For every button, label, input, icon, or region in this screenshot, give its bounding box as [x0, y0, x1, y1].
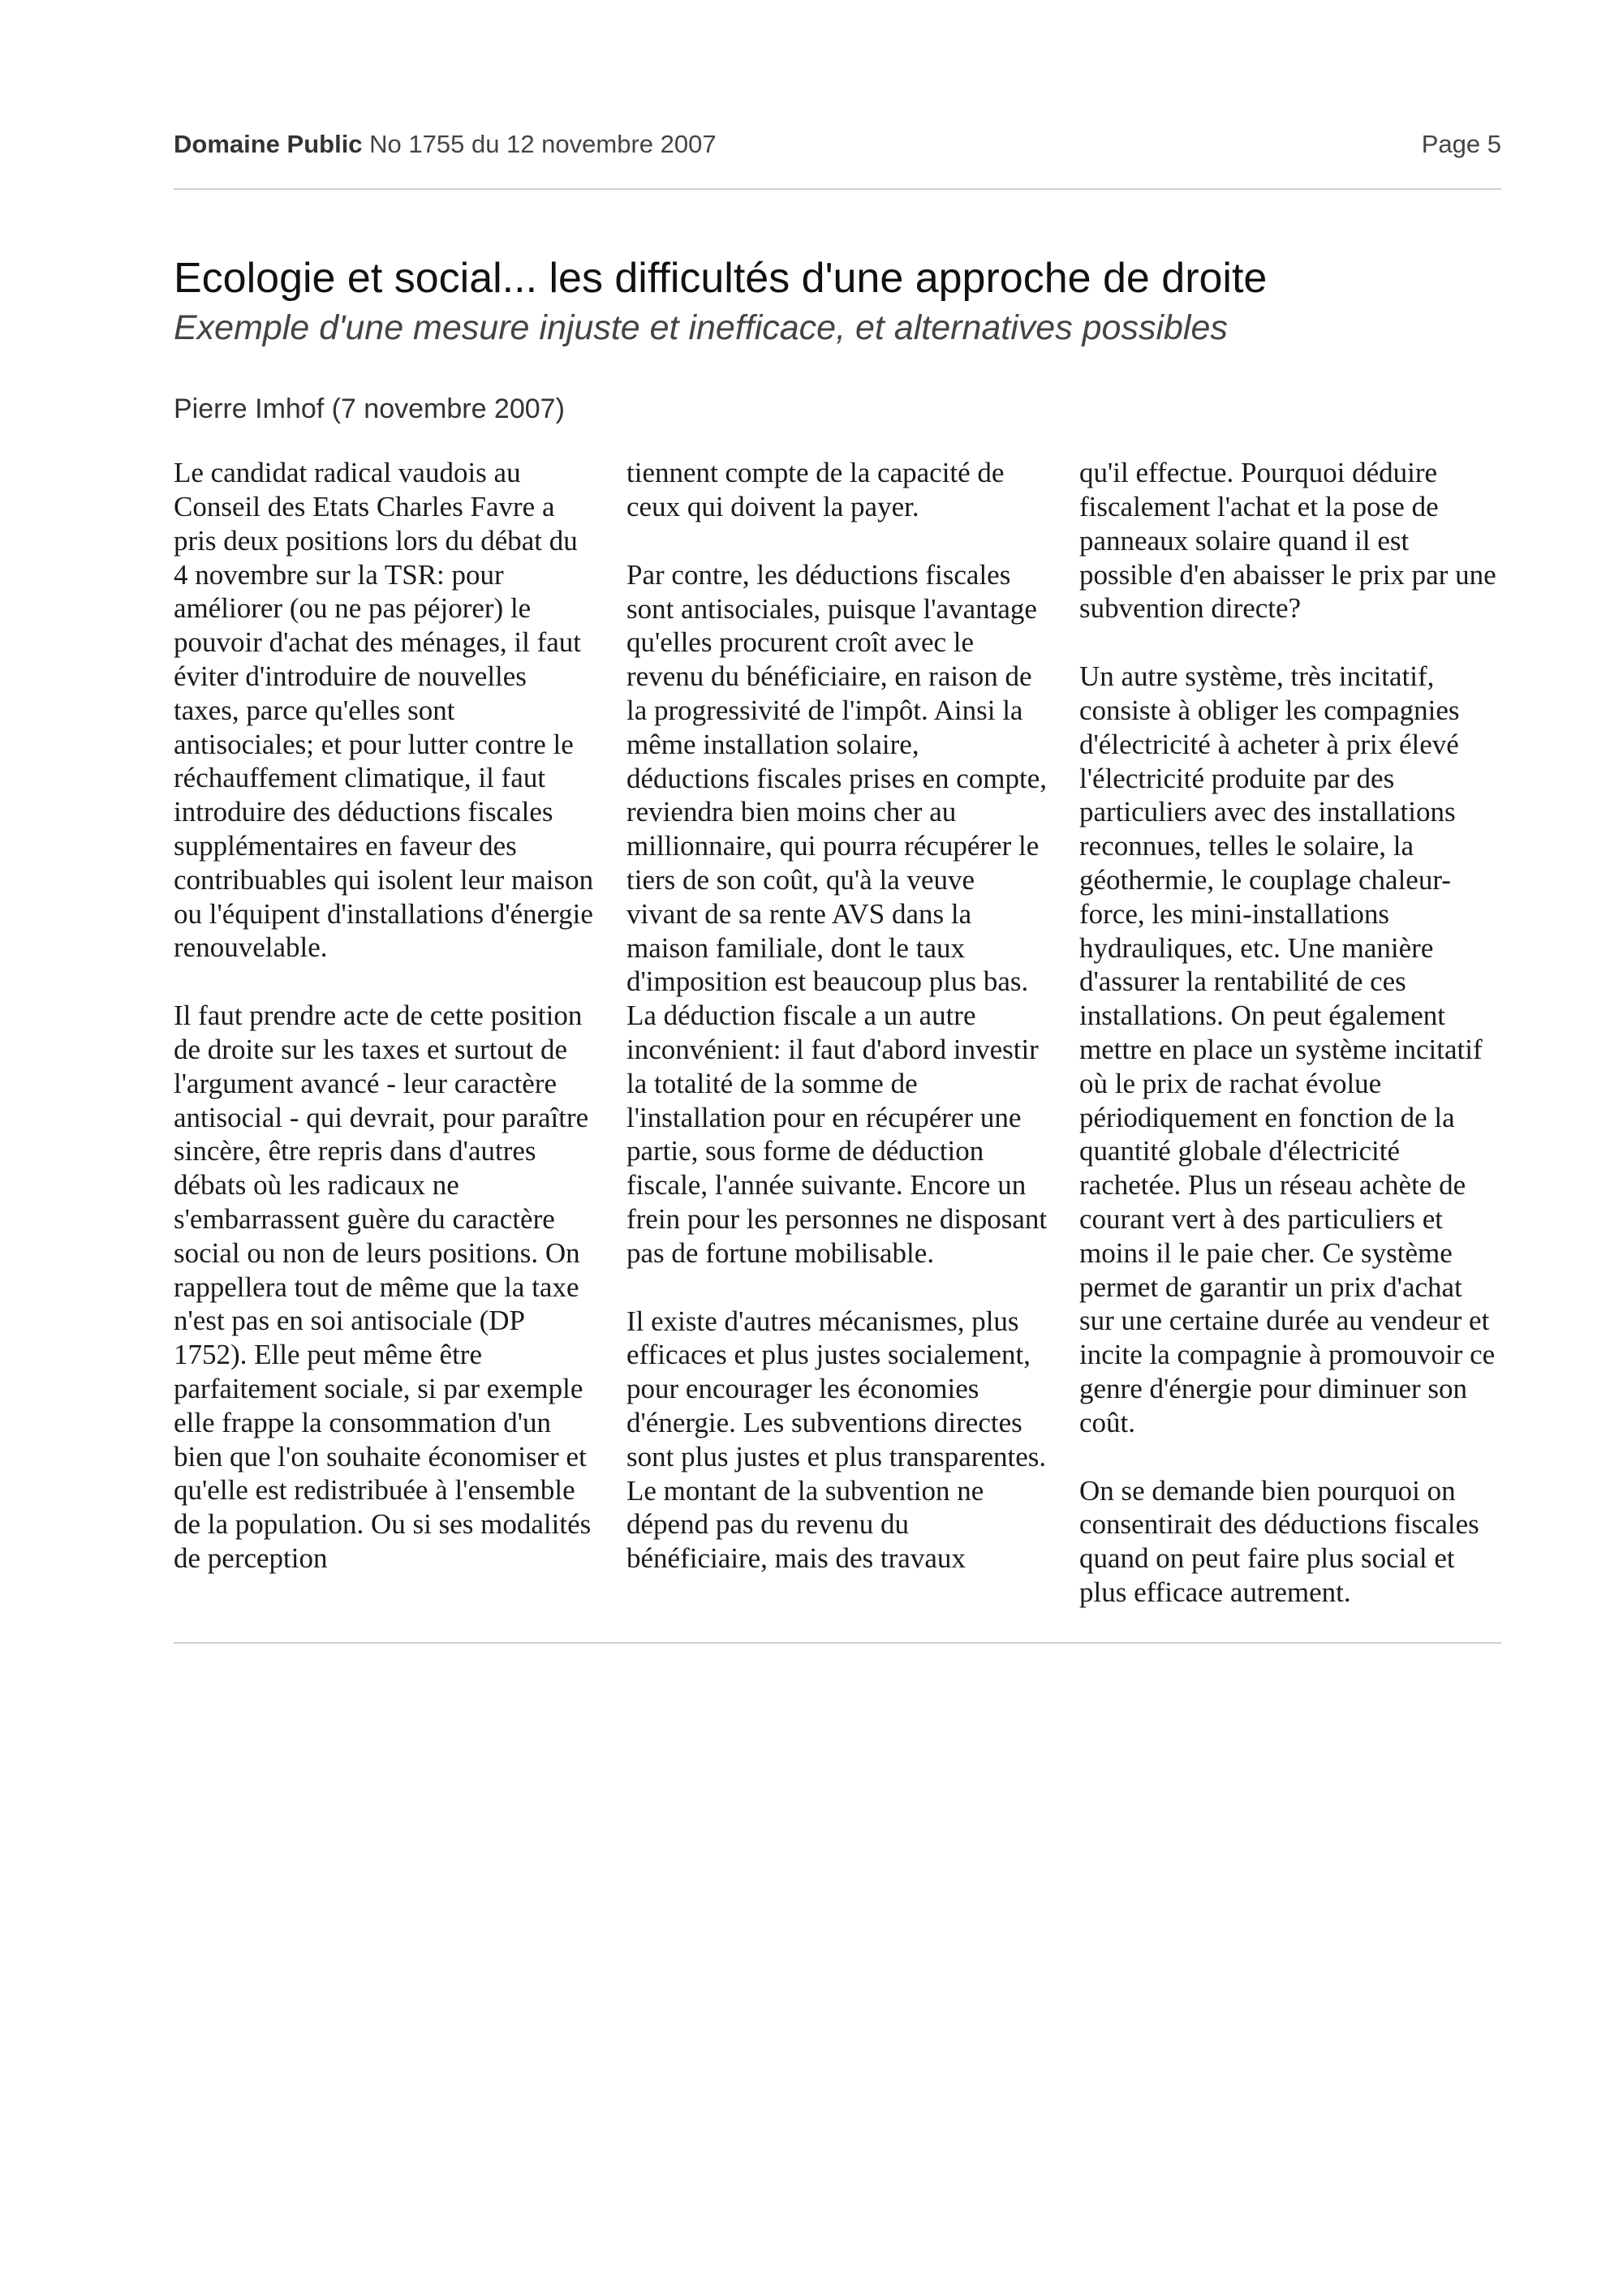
article-body	[174, 456, 1501, 1610]
paragraph: On se demande bien pourquoi on consentirait des déductions fiscales quand on peut faire plus social et plus efficace autrement.	[1079, 1474, 1479, 1608]
paragraph: Il faut prendre acte de cette position de droite sur les taxes et surtout de l'argument avancé - leur caractère antisocial - qui devrait, pour paraître sincère, être repris dans d'autres débats où les radicaux ne s'embarrassent guère du caractère social ou non de leurs positions. On rappellera tout de même que la taxe n'est pas en soi antisociale (DP 1752). Elle peut même être parfaitement sociale, si par exemple elle frappe la consommation d'un bien que l'on souhaite économiser et qu'elle est redistribuée à l'ensemble de la population. Ou si ses modalités de perception	[174, 1000, 592, 1574]
text-column-1	[174, 456, 596, 1610]
paragraph: tiennent compte de la capacité de ceux qui doivent la payer.	[626, 457, 1005, 523]
paragraph: Il existe d'autres mécanismes, plus efficaces et plus justes socialement, pour encourager les économies d'énergie. Les subventions directes sont plus justes et plus transparentes. Le montant de la subvention ne dépend pas du revenu du bénéficiaire, mais des travaux	[626, 1305, 1047, 1575]
paragraph: Un autre système, très incitatif, consiste à obliger les compagnies d'électricité à acheter à prix élevé l'électricité produite par des particuliers avec des installations reconnues, telles le solaire, la géothermie, le couplage chaleur-force, les mini-installations hydrauliques, etc. Une manière d'assurer la rentabilité de ces installations. On peut également mettre en place un système incitatif où le prix de rachat évolue périodiquement en fonction de la quantité globale d'électricité rachetée. Plus un réseau achète de courant vert à des particuliers et moins il le paie cher. Ce système permet de garantir un prix d'achat sur une certaine durée au vendeur et incite la compagnie à promouvoir ce genre d'énergie pour diminuer son coût.	[1079, 660, 1496, 1438]
publication-name: Domaine Public	[174, 130, 363, 158]
paragraph: Le candidat radical vaudois au Conseil des Etats Charles Favre a pris deux positions lors du débat du 4 novembre sur la TSR: pour améliorer (ou ne pas péjorer) le pouvoir d'achat des ménages, il faut éviter d'introduire de nouvelles taxes, parce qu'elles sont antisociales; et pour lutter contre le réchauffement climatique, il faut introduire des déductions fiscales supplémentaires en faveur des contribuables qui isolent leur maison ou l'équipent d'installations d'énergie renouvelable.	[174, 457, 594, 964]
issue-info: No 1755 du 12 novembre 2007	[369, 130, 717, 158]
issue-line	[174, 130, 717, 159]
article-byline: Pierre Imhof (7 novembre 2007)	[174, 393, 565, 425]
article-title: Ecologie et social... les difficultés d'une approche de droite	[174, 255, 1268, 302]
paragraph: Par contre, les déductions fiscales sont antisociales, puisque l'avantage qu'elles procurent croît avec le revenu du bénéficiaire, en raison de la progressivité de l'impôt. Ainsi la même installation solaire, déductions fiscales prises en compte, reviendra bien moins cher au millionnaire, qui pourra récupérer le tiers de son coût, qu'à la veuve vivant de sa rente AVS dans la maison familiale, dont le taux d'imposition est beaucoup plus bas. La déduction fiscale a un autre inconvénient: il faut d'abord investir la totalité de la somme de l'installation pour en récupérer une partie, sous forme de déduction fiscale, l'année suivante. Encore un frein pour les personnes ne disposant pas de fortune mobilisable.	[626, 558, 1048, 1269]
running-header	[174, 130, 1501, 190]
page-number: Page 5	[1421, 130, 1501, 158]
document-page	[174, 130, 1501, 1644]
divider	[174, 1642, 1501, 1644]
paragraph: qu'il effectue. Pourquoi déduire fiscalement l'achat et la pose de panneaux solaire quand il est possible d'en abaisser le prix par une subvention directe?	[1079, 457, 1496, 625]
text-column-2	[626, 456, 1048, 1610]
article-subtitle: Exemple d'une mesure injuste et inefficace, et alternatives possibles	[174, 307, 1228, 347]
text-column-3	[1079, 456, 1501, 1610]
